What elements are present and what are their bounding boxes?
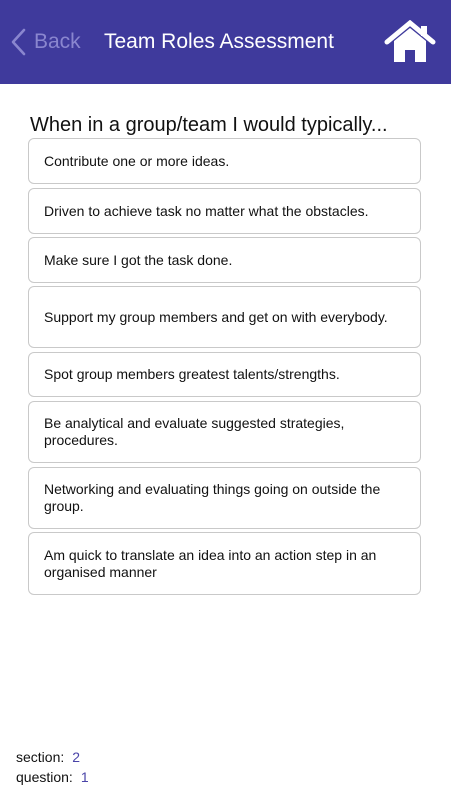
answer-option[interactable] (28, 532, 421, 595)
section-info (16, 747, 89, 767)
section-label: section: (16, 749, 65, 765)
section-value: 2 (72, 749, 81, 765)
back-button[interactable] (10, 26, 81, 58)
chevron-left-icon (10, 28, 28, 56)
answer-option-label: Make sure I got the task done. (44, 251, 233, 268)
answer-option[interactable] (28, 138, 421, 184)
home-button[interactable] (384, 20, 436, 64)
answer-option-label: Am quick to translate an idea into an action step in an organised manner (44, 546, 377, 580)
back-label: Back (34, 30, 81, 53)
home-icon (384, 20, 436, 64)
answer-option[interactable] (28, 467, 421, 529)
question-value: 1 (80, 769, 89, 785)
navigation-bar (0, 0, 451, 84)
answer-option[interactable] (28, 188, 421, 234)
answer-option[interactable] (28, 352, 421, 397)
question-info (16, 767, 89, 787)
answer-option-label: Driven to achieve task no matter what the obstacles. (44, 202, 369, 219)
answer-option[interactable] (28, 401, 421, 463)
progress-info (16, 747, 89, 787)
answer-option-label: Be analytical and evaluate suggested strategies, procedures. (44, 415, 345, 448)
page-title: Team Roles Assessment (104, 30, 334, 53)
answer-option-label: Contribute one or more ideas. (44, 152, 230, 169)
answer-option-label: Spot group members greatest talents/strengths. (44, 366, 340, 382)
answer-option[interactable] (28, 237, 421, 283)
answer-option-label: Networking and evaluating things going on outside the group. (44, 481, 381, 514)
answer-option-label: Support my group members and get on with everybody. (44, 308, 388, 325)
question-prompt: When in a group/team I would typically... (30, 114, 388, 136)
question-label: question: (16, 769, 73, 785)
answer-option[interactable] (28, 286, 421, 348)
